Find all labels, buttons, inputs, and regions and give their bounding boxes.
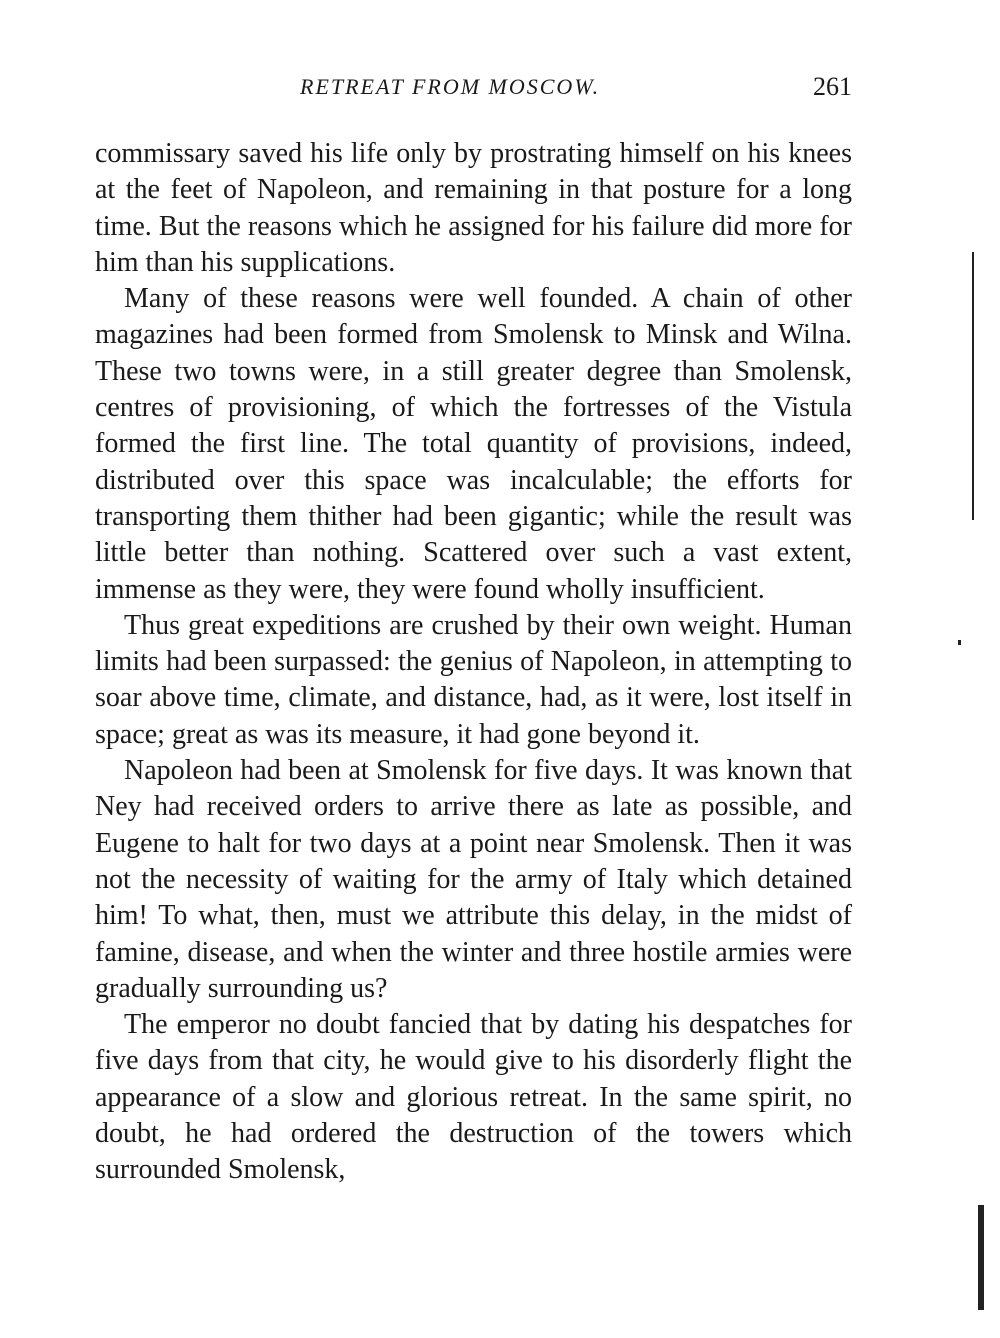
page-header bbox=[95, 74, 852, 114]
margin-scan-bar bbox=[978, 1205, 984, 1310]
running-title: RETREAT FROM MOSCOW. bbox=[300, 74, 601, 99]
margin-scan-dot bbox=[958, 640, 961, 645]
margin-scan-line bbox=[972, 252, 974, 520]
paragraph: Thus great expeditions are crushed by their own weight. Human limits had been surpassed: the genius of Napoleon, in attempting to soar above time, climate, and distance, had, as it were, lost itself in space; great as was its measure, it had gone beyond it. bbox=[95, 609, 852, 750]
body-text bbox=[95, 136, 852, 1189]
paragraph: commissary saved his life only by prostrating himself on his knees at the feet of Napoleon, and remaining in that posture for a long time. But the reasons which he assigned for his failure did more for him than his supplications. bbox=[95, 138, 852, 278]
page-number: 261 bbox=[813, 72, 852, 101]
paragraph: Napoleon had been at Smolensk for five days. It was known that Ney had received orders to arrive there as late as possible, and Eugene to halt for two days at a point near Smolensk. Then it was not the necessity of waiting for the army of Italy which detained him! To what, then, must we attribute this delay, in the midst of famine, disease, and when the winter and three hostile armies were gradually surrounding us? bbox=[95, 755, 852, 1004]
paragraph: The emperor no doubt fancied that by dating his despatches for five days from that city, he would give to his disorderly flight the appearance of a slow and glorious retreat. In the same spirit, no doubt, he had ordered the destruction of the towers which surrounded Smolensk, bbox=[95, 1009, 852, 1186]
paragraph: Many of these reasons were well founded. A chain of other magazines had been formed from Smolensk to Minsk and Wilna. These two towns were, in a still greater degree than Smolensk, centres of provisioning, of which the fortresses of the Vistula formed the first line. The total quantity of provisions, indeed, distributed over this space was incalculable; the efforts for transporting them thither had been gigantic; while the result was little better than nothing. Scattered over such a vast extent, immense as they were, they were found wholly insufficient. bbox=[95, 283, 852, 605]
